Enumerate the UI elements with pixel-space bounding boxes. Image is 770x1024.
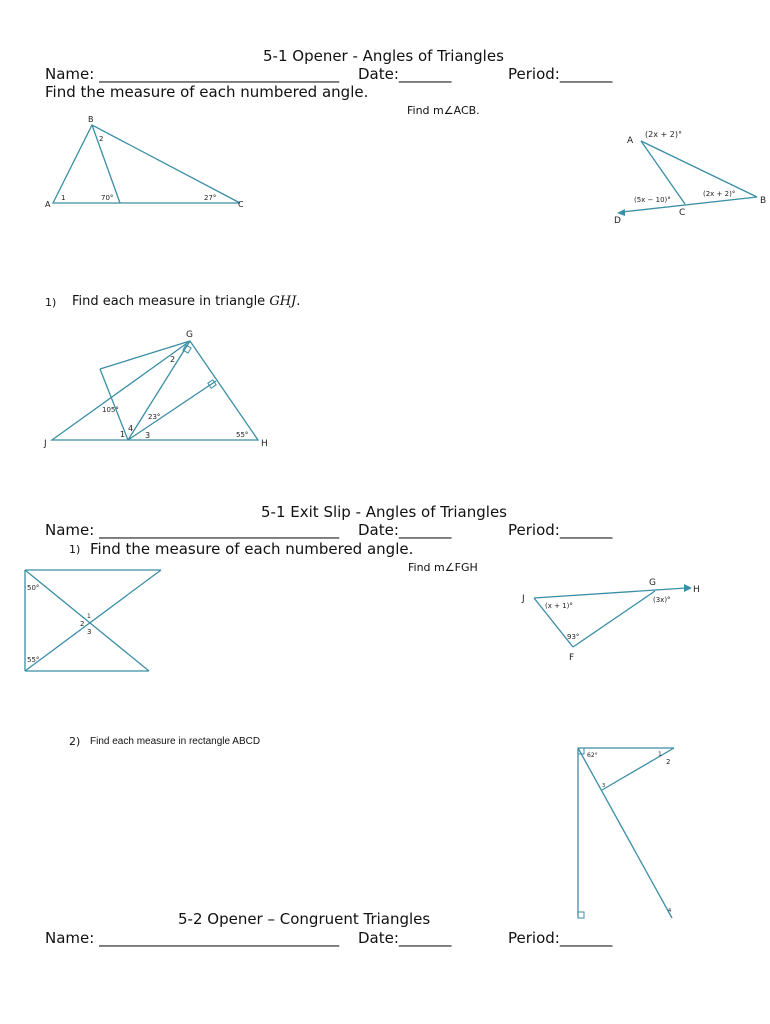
- exit-date-field[interactable]: Date:_______: [358, 521, 452, 539]
- angle-3-label-3: 3: [145, 431, 151, 440]
- vertex-c-label: C: [238, 200, 244, 209]
- exit-q2-text: Find each measure in rectangle ABCD: [90, 736, 261, 747]
- exit-q2-number: 2): [69, 735, 81, 748]
- instruction-text: Find the measure of each numbered angle.: [45, 83, 369, 101]
- expr-3x: (3x)°: [653, 596, 671, 604]
- opener-title: 5-1 Opener - Angles of Triangles: [263, 47, 504, 65]
- expr-x-plus-1: (x + 1)°: [545, 602, 573, 610]
- vertex-h-label: H: [261, 439, 268, 449]
- angle-1-label: 1: [61, 194, 66, 202]
- opener2-period-field[interactable]: Period:_______: [508, 929, 613, 947]
- angle-23-label: 23°: [148, 413, 161, 421]
- angle-55-label: 55°: [236, 431, 249, 439]
- vertex-d-label: D: [614, 216, 621, 226]
- opener2-name-field[interactable]: Name: ________________________________: [45, 929, 340, 947]
- angle-3-label-4: 3: [87, 628, 92, 636]
- opener2-title: 5-2 Opener – Congruent Triangles: [178, 910, 431, 928]
- exit-name-field[interactable]: Name: ________________________________: [45, 521, 340, 539]
- vertex-h-label-5: H: [693, 585, 700, 595]
- q1-end: .: [296, 294, 301, 309]
- angle-3-label-6: 3: [602, 783, 606, 789]
- angle-105-label: 105°: [102, 406, 119, 414]
- vertex-a-label-2: A: [627, 136, 634, 146]
- angle-4-label-6: 4: [668, 908, 672, 914]
- angle-2-label-6: 2: [666, 758, 671, 766]
- opener2-date-field[interactable]: Date:_______: [358, 929, 452, 947]
- angle-27-label: 27°: [204, 194, 217, 202]
- vertex-j-label: J: [44, 439, 47, 449]
- angle-93-label: 93°: [567, 633, 580, 641]
- vertex-a-label: A: [45, 200, 51, 209]
- vertex-g-label: G: [186, 330, 193, 340]
- angle-62-label: 62°: [587, 752, 598, 759]
- exit-slip-title: 5-1 Exit Slip - Angles of Triangles: [261, 503, 507, 521]
- angle-2-label-4: 2: [80, 620, 85, 628]
- vertex-c-label-2: C: [679, 208, 686, 218]
- q1-var: GHJ: [269, 294, 297, 309]
- find-fgh-prompt: Find m∠FGH: [408, 561, 478, 574]
- angle-55-label-4: 55°: [27, 656, 40, 664]
- angle-4-label-3: 4: [128, 424, 134, 433]
- vertex-j-label-5: J: [522, 594, 525, 604]
- exit-period-field[interactable]: Period:_______: [508, 521, 613, 539]
- expr-2x-plus-2-right: (2x + 2)°: [703, 190, 736, 198]
- q1-number: 1): [45, 296, 57, 309]
- expr-2x-plus-2-top: (2x + 2)°: [645, 130, 682, 139]
- q1-text: Find each measure in triangle: [72, 294, 270, 309]
- angle-2-label: 2: [99, 135, 104, 143]
- angle-70-label: 70°: [101, 194, 114, 202]
- find-acb-prompt: Find m∠ACB.: [407, 104, 480, 117]
- angle-50-label: 50°: [27, 584, 40, 592]
- vertex-f-label: F: [569, 653, 575, 663]
- expr-5x-minus-10: (5x − 10)°: [634, 196, 671, 204]
- date-field[interactable]: Date:_______: [358, 65, 452, 83]
- angle-1-label-3: 1: [120, 430, 126, 439]
- exit-q1-number: 1): [69, 543, 81, 556]
- name-field[interactable]: Name: ________________________________: [45, 65, 340, 83]
- angle-2-label-3: 2: [170, 355, 176, 364]
- vertex-b-label-2: B: [760, 196, 767, 206]
- period-field[interactable]: Period:_______: [508, 65, 613, 83]
- vertex-g-label-5: G: [649, 578, 656, 588]
- angle-1-label-6: 1: [658, 751, 662, 758]
- exit-q1-text: Find the measure of each numbered angle.: [90, 540, 414, 558]
- angle-1-label-4: 1: [87, 613, 91, 620]
- vertex-b-label: B: [88, 115, 94, 124]
